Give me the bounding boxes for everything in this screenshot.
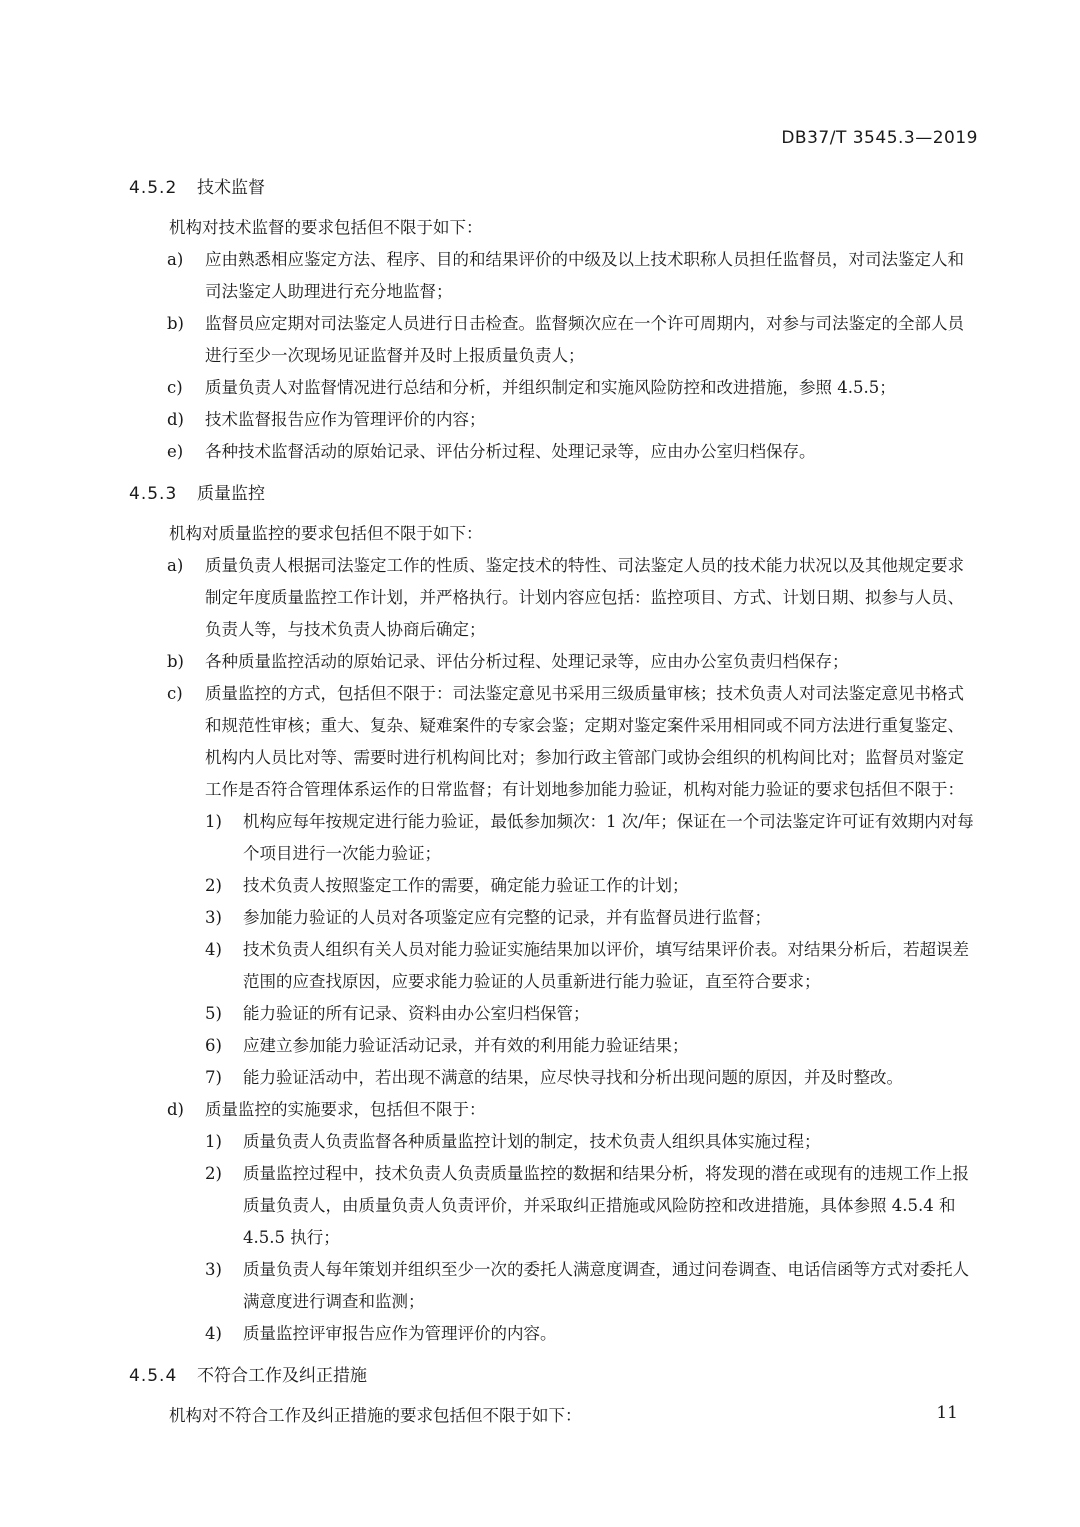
document-code: DB37/T 3545.3—2019 [781, 128, 978, 148]
list-item: c) 质量负责人对监督情况进行总结和分析，并组织制定和实施风险防控和改进措施，参照 4.5.5； [167, 378, 896, 397]
sub-list-item: 4) 质量监控评审报告应作为管理评价的内容。 [205, 1324, 557, 1343]
sub-list-item: 2) 技术负责人按照鉴定工作的需要，确定能力验证工作的计划； [205, 876, 689, 895]
sub-list-item: 5) 能力验证的所有记录、资料由办公室归档保管； [205, 1004, 590, 1023]
list-item: a) 应由熟悉相应鉴定方法、程序、目的和结果评价的中级及以上技术职称人员担任监督员，对司法鉴定人和司法鉴定人助理进行充分地监督； [167, 250, 964, 301]
list-item: b) 监督员应定期对司法鉴定人员进行日击检查。监督频次应在一个许可周期内，对参与司法鉴定的全部人员进行至少一次现场见证监督并及时上报质量负责人； [167, 314, 964, 365]
page-number: 11 [936, 1403, 958, 1423]
sub-list-item: 2) 质量监控过程中，技术负责人负责质量监控的数据和结果分析，将发现的潜在或现有的违规工作上报质量负责人，由质量负责人负责评价，并采取纠正措施或风险防控和改进措施，具体参照 4.5.4 和 4.5.5 执行； [205, 1164, 969, 1247]
sub-list-item: 1) 机构应每年按规定进行能力验证，最低参加频次：1 次/年；保证在一个司法鉴定许可证有效期内对每个项目进行一次能力验证； [205, 812, 974, 863]
document-body [129, 172, 980, 1432]
section-heading-4-5-3: 4.5.3 质量监控 [129, 484, 265, 504]
section-heading-4-5-4: 4.5.4 不符合工作及纠正措施 [129, 1366, 367, 1386]
list-item: b) 各种质量监控活动的原始记录、评估分析过程、处理记录等，应由办公室负责归档保存； [167, 652, 849, 671]
section-heading-4-5-2: 4.5.2 技术监督 [129, 178, 265, 198]
list-item: c) 质量监控的方式，包括但不限于：司法鉴定意见书采用三级质量审核；技术负责人对司法鉴定意见书格式和规范性审核；重大、复杂、疑难案件的专家会鉴；定期对鉴定案件采用相同或不同方法进行重复鉴定、机构内人员比对等、需要时进行机构间比对；参加行政主管部门或协会组织的机构间比对；监督员对鉴定工作是否符合管理体系运作的日常监督；有计划地参加能力验证，机构对能力验证的要求包括但不限于： [167, 684, 964, 799]
section-intro: 机构对技术监督的要求包括但不限于如下： [169, 218, 483, 237]
list-item: d) 技术监督报告应作为管理评价的内容； [167, 410, 486, 429]
list-item: e) 各种技术监督活动的原始记录、评估分析过程、处理记录等，应由办公室归档保存。 [167, 442, 816, 461]
sub-list-item: 4) 技术负责人组织有关人员对能力验证实施结果加以评价，填写结果评价表。对结果分析后，若超误差范围的应查找原因，应要求能力验证的人员重新进行能力验证，直至符合要求； [205, 940, 969, 991]
list-item: d) 质量监控的实施要求，包括但不限于： [167, 1100, 486, 1119]
list-item: a) 质量负责人根据司法鉴定工作的性质、鉴定技术的特性、司法鉴定人员的技术能力状况以及其他规定要求制定年度质量监控工作计划，并严格执行。计划内容应包括：监控项目、方式、计划日期、拟参与人员、负责人等，与技术负责人协商后确定； [167, 556, 964, 639]
sub-list-item: 3) 质量负责人每年策划并组织至少一次的委托人满意度调查，通过问卷调查、电话信函等方式对委托人满意度进行调查和监测； [205, 1260, 969, 1311]
section-intro: 机构对不符合工作及纠正措施的要求包括但不限于如下： [169, 1406, 582, 1425]
sub-list-item: 3) 参加能力验证的人员对各项鉴定应有完整的记录，并有监督员进行监督； [205, 908, 771, 927]
sub-list-item: 7) 能力验证活动中，若出现不满意的结果，应尽快寻找和分析出现问题的原因，并及时整改。 [205, 1068, 903, 1087]
sub-list-item: 6) 应建立参加能力验证活动记录，并有效的利用能力验证结果； [205, 1036, 689, 1055]
section-intro: 机构对质量监控的要求包括但不限于如下： [169, 524, 483, 543]
sub-list-item: 1) 质量负责人负责监督各种质量监控计划的制定，技术负责人组织具体实施过程； [205, 1132, 821, 1151]
